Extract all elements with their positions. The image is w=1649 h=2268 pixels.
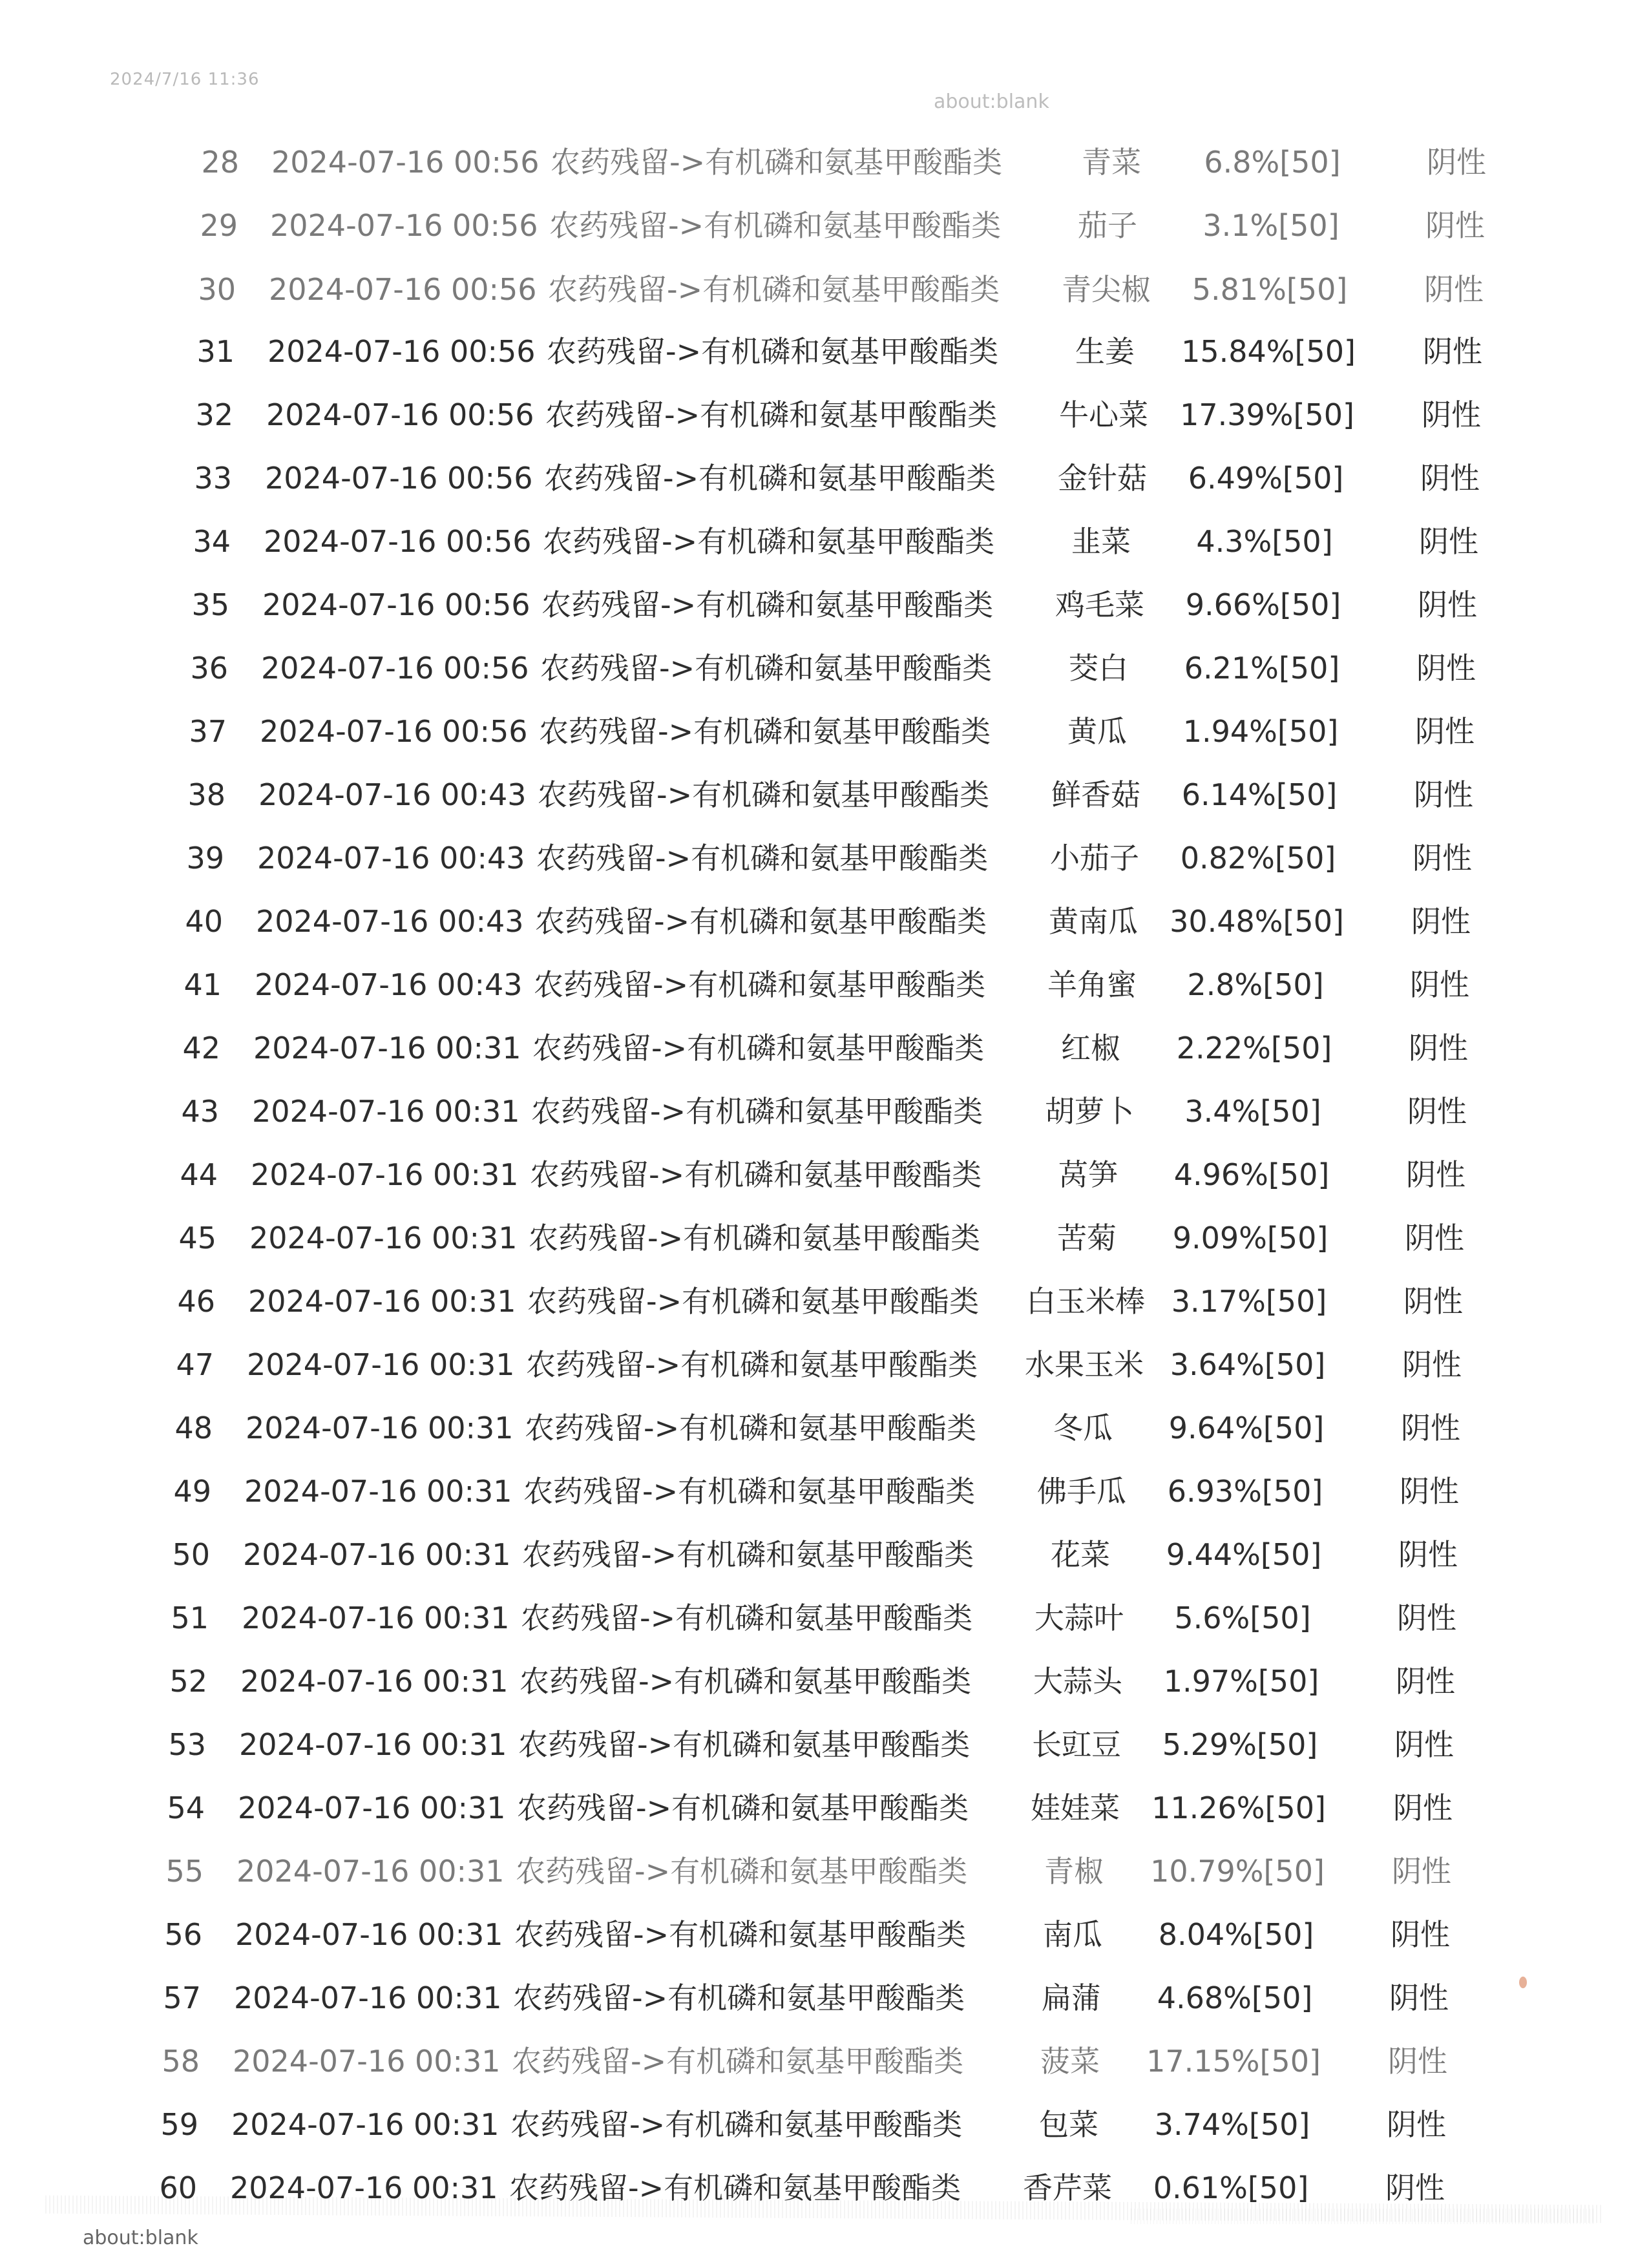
row-sample: 白玉米棒 [1026,1284,1145,1319]
table-row [0,965,1649,1005]
row-number: 37 [189,714,227,749]
row-sample: 冬瓜 [1053,1411,1113,1445]
row-number: 41 [184,967,222,1002]
row-rate: 4.68%[50] [1157,1980,1313,2015]
row-sample: 花菜 [1051,1537,1110,1572]
row-datetime: 2024-07-16 00:31 [251,1157,519,1192]
table-row [0,1535,1649,1575]
row-result: 阴性 [1423,334,1482,369]
table-row [0,331,1649,372]
page-header-url: about:blank [934,90,1049,113]
row-sample: 茄子 [1078,208,1137,243]
row-sample: 红椒 [1061,1031,1120,1066]
row-sample: 鸡毛菜 [1055,587,1144,622]
row-category: 农药残留->有机磷和氨基甲酸酯类 [531,1094,983,1129]
row-datetime: 2024-07-16 00:31 [235,1917,503,1952]
row-datetime: 2024-07-16 00:43 [257,841,525,876]
row-result: 阴性 [1410,967,1469,1002]
row-result: 阴性 [1387,2107,1446,2142]
row-rate: 3.17%[50] [1171,1284,1327,1319]
row-sample: 青尖椒 [1062,272,1151,307]
row-number: 48 [174,1411,213,1445]
row-sample: 大蒜叶 [1035,1601,1124,1635]
row-number: 54 [167,1790,205,1825]
table-row [0,775,1649,815]
row-number: 32 [195,397,233,432]
row-result: 阴性 [1389,1980,1449,2015]
row-rate: 2.8%[50] [1187,967,1324,1002]
table-row [0,1851,1649,1891]
row-datetime: 2024-07-16 00:31 [246,1411,514,1445]
row-sample: 苦菊 [1057,1221,1117,1255]
table-row [0,1091,1649,1131]
row-number: 58 [162,2044,200,2079]
row-category: 农药残留->有机磷和氨基甲酸酯类 [512,2044,964,2079]
row-number: 31 [196,334,235,369]
row-category: 农药残留->有机磷和氨基甲酸酯类 [513,1980,965,2015]
table-row [0,205,1649,246]
row-result: 阴性 [1403,1284,1463,1319]
row-category: 农药残留->有机磷和氨基甲酸酯类 [534,967,986,1002]
row-sample: 胡萝卜 [1045,1094,1134,1129]
table-row [0,2041,1649,2081]
row-number: 45 [178,1221,216,1255]
row-category: 农药残留->有机磷和氨基甲酸酯类 [525,1411,977,1445]
row-sample: 羊角蜜 [1047,967,1137,1002]
row-datetime: 2024-07-16 00:56 [271,145,540,180]
row-datetime: 2024-07-16 00:31 [249,1221,518,1255]
table-row [0,648,1649,688]
table-row [0,1218,1649,1258]
row-sample: 黄南瓜 [1049,904,1138,939]
row-datetime: 2024-07-16 00:31 [233,2044,501,2079]
row-category: 农药残留->有机磷和氨基甲酸酯类 [529,1221,981,1255]
table-row [0,1028,1649,1068]
table-row [0,1471,1649,1511]
row-rate: 5.6%[50] [1174,1601,1311,1635]
row-sample: 包菜 [1039,2107,1098,2142]
row-rate: 9.66%[50] [1185,587,1341,622]
row-result: 阴性 [1419,524,1478,559]
row-category: 农药残留->有机磷和氨基甲酸酯类 [518,1727,971,1762]
row-rate: 6.21%[50] [1184,651,1340,686]
row-category: 农药残留->有机磷和氨基甲酸酯类 [509,2170,961,2205]
row-datetime: 2024-07-16 00:56 [269,272,537,307]
row-category: 农药残留->有机磷和氨基甲酸酯类 [538,777,990,812]
row-number: 51 [171,1601,209,1635]
table-row [0,269,1649,310]
row-rate: 4.96%[50] [1173,1157,1330,1192]
page-footer-url: about:blank [83,2227,198,2249]
row-result: 阴性 [1396,1664,1455,1699]
row-category: 农药残留->有机磷和氨基甲酸酯类 [523,1474,976,1509]
table-row [0,2105,1649,2145]
row-category: 农药残留->有机磷和氨基甲酸酯类 [541,587,994,622]
row-number: 49 [173,1474,211,1509]
row-datetime: 2024-07-16 00:31 [234,1980,502,2015]
row-number: 55 [165,1854,204,1889]
row-result: 阴性 [1400,1474,1459,1509]
row-rate: 0.82%[50] [1180,841,1336,876]
row-result: 阴性 [1391,1917,1450,1952]
row-datetime: 2024-07-16 00:56 [262,587,530,622]
row-datetime: 2024-07-16 00:43 [258,777,527,812]
table-row [0,1281,1649,1321]
row-sample: 茭白 [1069,651,1128,686]
row-result: 阴性 [1388,2044,1447,2079]
row-number: 40 [185,904,223,939]
row-result: 阴性 [1394,1727,1454,1762]
row-result: 阴性 [1413,841,1472,876]
row-datetime: 2024-07-16 00:31 [236,1854,505,1889]
row-category: 农药残留->有机磷和氨基甲酸酯类 [544,461,996,496]
row-result: 阴性 [1411,904,1471,939]
row-result: 阴性 [1397,1601,1456,1635]
row-result: 阴性 [1392,1854,1451,1889]
row-number: 50 [172,1537,210,1572]
row-sample: 青椒 [1044,1854,1104,1889]
row-number: 36 [190,651,228,686]
row-category: 农药残留->有机磷和氨基甲酸酯类 [526,1347,978,1382]
row-rate: 5.81%[50] [1192,272,1348,307]
table-row [0,901,1649,941]
row-result: 阴性 [1414,777,1473,812]
row-result: 阴性 [1401,1411,1460,1445]
row-number: 47 [176,1347,214,1382]
row-datetime: 2024-07-16 00:56 [264,524,532,559]
row-rate: 9.09%[50] [1172,1221,1329,1255]
row-rate: 6.93%[50] [1167,1474,1323,1509]
table-row [0,585,1649,625]
row-rate: 9.44%[50] [1166,1537,1322,1572]
row-sample: 水果玉米 [1025,1347,1144,1382]
row-result: 阴性 [1409,1031,1468,1066]
row-rate: 3.74%[50] [1154,2107,1310,2142]
row-category: 农药残留->有机磷和氨基甲酸酯类 [536,841,989,876]
row-number: 30 [198,272,236,307]
table-row [0,711,1649,751]
table-row [0,1598,1649,1638]
row-result: 阴性 [1405,1221,1464,1255]
row-datetime: 2024-07-16 00:31 [244,1474,512,1509]
row-rate: 3.1%[50] [1203,208,1339,243]
row-category: 农药残留->有机磷和氨基甲酸酯类 [514,1917,967,1952]
row-result: 阴性 [1407,1094,1467,1129]
row-number: 28 [201,145,239,180]
row-sample: 菠菜 [1040,2044,1100,2079]
row-result: 阴性 [1393,1790,1453,1825]
row-datetime: 2024-07-16 00:31 [238,1790,506,1825]
table-row [0,395,1649,435]
row-result: 阴性 [1398,1537,1458,1572]
row-category: 农药残留->有机磷和氨基甲酸酯类 [527,1284,980,1319]
row-sample: 扁蒲 [1042,1980,1101,2015]
row-rate: 6.49%[50] [1188,461,1344,496]
row-number: 33 [194,461,232,496]
row-datetime: 2024-07-16 00:31 [253,1031,521,1066]
row-number: 60 [159,2170,197,2205]
row-category: 农药残留->有机磷和氨基甲酸酯类 [535,904,987,939]
row-category: 农药残留->有机磷和氨基甲酸酯类 [516,1854,968,1889]
row-category: 农药残留->有机磷和氨基甲酸酯类 [539,714,991,749]
row-rate: 9.64%[50] [1168,1411,1325,1445]
table-row [0,838,1649,878]
row-rate: 1.97%[50] [1163,1664,1319,1699]
row-number: 43 [181,1094,219,1129]
row-datetime: 2024-07-16 00:31 [252,1094,520,1129]
row-sample: 韭菜 [1071,524,1131,559]
table-row [0,458,1649,498]
row-category: 农药残留->有机磷和氨基甲酸酯类 [517,1790,969,1825]
row-sample: 大蒜头 [1033,1664,1122,1699]
row-datetime: 2024-07-16 00:31 [240,1664,509,1699]
row-sample: 生姜 [1075,334,1135,369]
row-category: 农药残留->有机磷和氨基甲酸酯类 [521,1601,973,1635]
row-rate: 3.64%[50] [1170,1347,1326,1382]
row-rate: 4.3%[50] [1196,524,1333,559]
row-datetime: 2024-07-16 00:31 [247,1347,515,1382]
row-number: 59 [160,2107,198,2142]
row-datetime: 2024-07-16 00:31 [243,1537,511,1572]
row-category: 农药残留->有机磷和氨基甲酸酯类 [551,145,1003,180]
row-category: 农药残留->有机磷和氨基甲酸酯类 [540,651,993,686]
row-datetime: 2024-07-16 00:31 [239,1727,507,1762]
row-rate: 2.22%[50] [1176,1031,1332,1066]
row-result: 阴性 [1418,587,1477,622]
row-number: 34 [193,524,231,559]
row-category: 农药残留->有机磷和氨基甲酸酯类 [530,1157,982,1192]
row-rate: 15.84%[50] [1181,334,1356,369]
row-category: 农药残留->有机磷和氨基甲酸酯类 [520,1664,972,1699]
row-category: 农药残留->有机磷和氨基甲酸酯类 [510,2107,963,2142]
ink-speck [1519,1977,1527,1988]
row-number: 42 [182,1031,220,1066]
row-number: 38 [187,777,226,812]
row-sample: 金针菇 [1058,461,1147,496]
row-category: 农药残留->有机磷和氨基甲酸酯类 [532,1031,985,1066]
row-result: 阴性 [1415,714,1475,749]
row-number: 29 [200,208,238,243]
row-sample: 牛心菜 [1059,397,1148,432]
row-result: 阴性 [1422,397,1481,432]
row-rate: 17.15%[50] [1146,2044,1321,2079]
row-sample: 南瓜 [1043,1917,1102,1952]
row-datetime: 2024-07-16 00:56 [270,208,538,243]
row-result: 阴性 [1416,651,1476,686]
row-rate: 0.61%[50] [1153,2170,1309,2205]
row-datetime: 2024-07-16 00:43 [255,967,523,1002]
row-datetime: 2024-07-16 00:56 [268,334,536,369]
row-category: 农药残留->有机磷和氨基甲酸酯类 [547,334,999,369]
row-sample: 莴笋 [1058,1157,1118,1192]
row-rate: 6.14%[50] [1181,777,1338,812]
row-sample: 娃娃菜 [1031,1790,1120,1825]
row-number: 46 [177,1284,215,1319]
row-rate: 17.39%[50] [1180,397,1354,432]
row-datetime: 2024-07-16 00:31 [230,2170,498,2205]
row-result: 阴性 [1420,461,1480,496]
row-datetime: 2024-07-16 00:56 [261,651,529,686]
table-row [0,1661,1649,1701]
row-rate: 10.79%[50] [1150,1854,1325,1889]
row-result: 阴性 [1424,272,1484,307]
row-number: 39 [186,841,224,876]
table-row [0,1978,1649,2018]
print-timestamp: 2024/7/16 11:36 [110,70,260,89]
row-number: 44 [180,1157,218,1192]
row-datetime: 2024-07-16 00:31 [242,1601,510,1635]
row-rate: 11.26%[50] [1151,1790,1326,1825]
row-datetime: 2024-07-16 00:43 [256,904,524,939]
row-result: 阴性 [1406,1157,1465,1192]
row-rate: 8.04%[50] [1158,1917,1314,1952]
row-category: 农药残留->有机磷和氨基甲酸酯类 [548,272,1000,307]
row-result: 阴性 [1402,1347,1462,1382]
table-row [0,521,1649,562]
row-rate: 1.94%[50] [1182,714,1339,749]
row-datetime: 2024-07-16 00:31 [231,2107,499,2142]
row-category: 农药残留->有机磷和氨基甲酸酯类 [549,208,1002,243]
row-rate: 3.4%[50] [1184,1094,1321,1129]
row-category: 农药残留->有机磷和氨基甲酸酯类 [543,524,995,559]
row-sample: 黄瓜 [1067,714,1127,749]
row-sample: 鲜香菇 [1051,777,1140,812]
table-row [0,1155,1649,1195]
table-row [0,1345,1649,1385]
row-result: 阴性 [1427,145,1486,180]
row-rate: 30.48%[50] [1170,904,1344,939]
table-row [0,1915,1649,1955]
row-datetime: 2024-07-16 00:56 [266,397,534,432]
row-sample: 长豇豆 [1032,1727,1121,1762]
row-result: 阴性 [1425,208,1485,243]
row-sample: 青菜 [1082,145,1141,180]
row-number: 35 [191,587,229,622]
row-datetime: 2024-07-16 00:56 [260,714,528,749]
row-datetime: 2024-07-16 00:56 [265,461,533,496]
row-number: 57 [163,1980,201,2015]
table-row [0,142,1649,182]
row-sample: 小茄子 [1050,841,1139,876]
table-row [0,1788,1649,1828]
row-rate: 5.29%[50] [1162,1727,1318,1762]
table-row [0,1725,1649,1765]
row-result: 阴性 [1385,2170,1445,2205]
table-row [0,1408,1649,1448]
scan-noise [1131,2209,1596,2224]
row-category: 农药残留->有机磷和氨基甲酸酯类 [522,1537,974,1572]
row-datetime: 2024-07-16 00:31 [248,1284,516,1319]
row-number: 52 [169,1664,207,1699]
row-number: 53 [168,1727,206,1762]
row-rate: 6.8%[50] [1204,145,1341,180]
row-sample: 佛手瓜 [1037,1474,1126,1509]
row-number: 56 [164,1917,202,1952]
row-category: 农药残留->有机磷和氨基甲酸酯类 [545,397,998,432]
row-sample: 香芹菜 [1023,2170,1112,2205]
